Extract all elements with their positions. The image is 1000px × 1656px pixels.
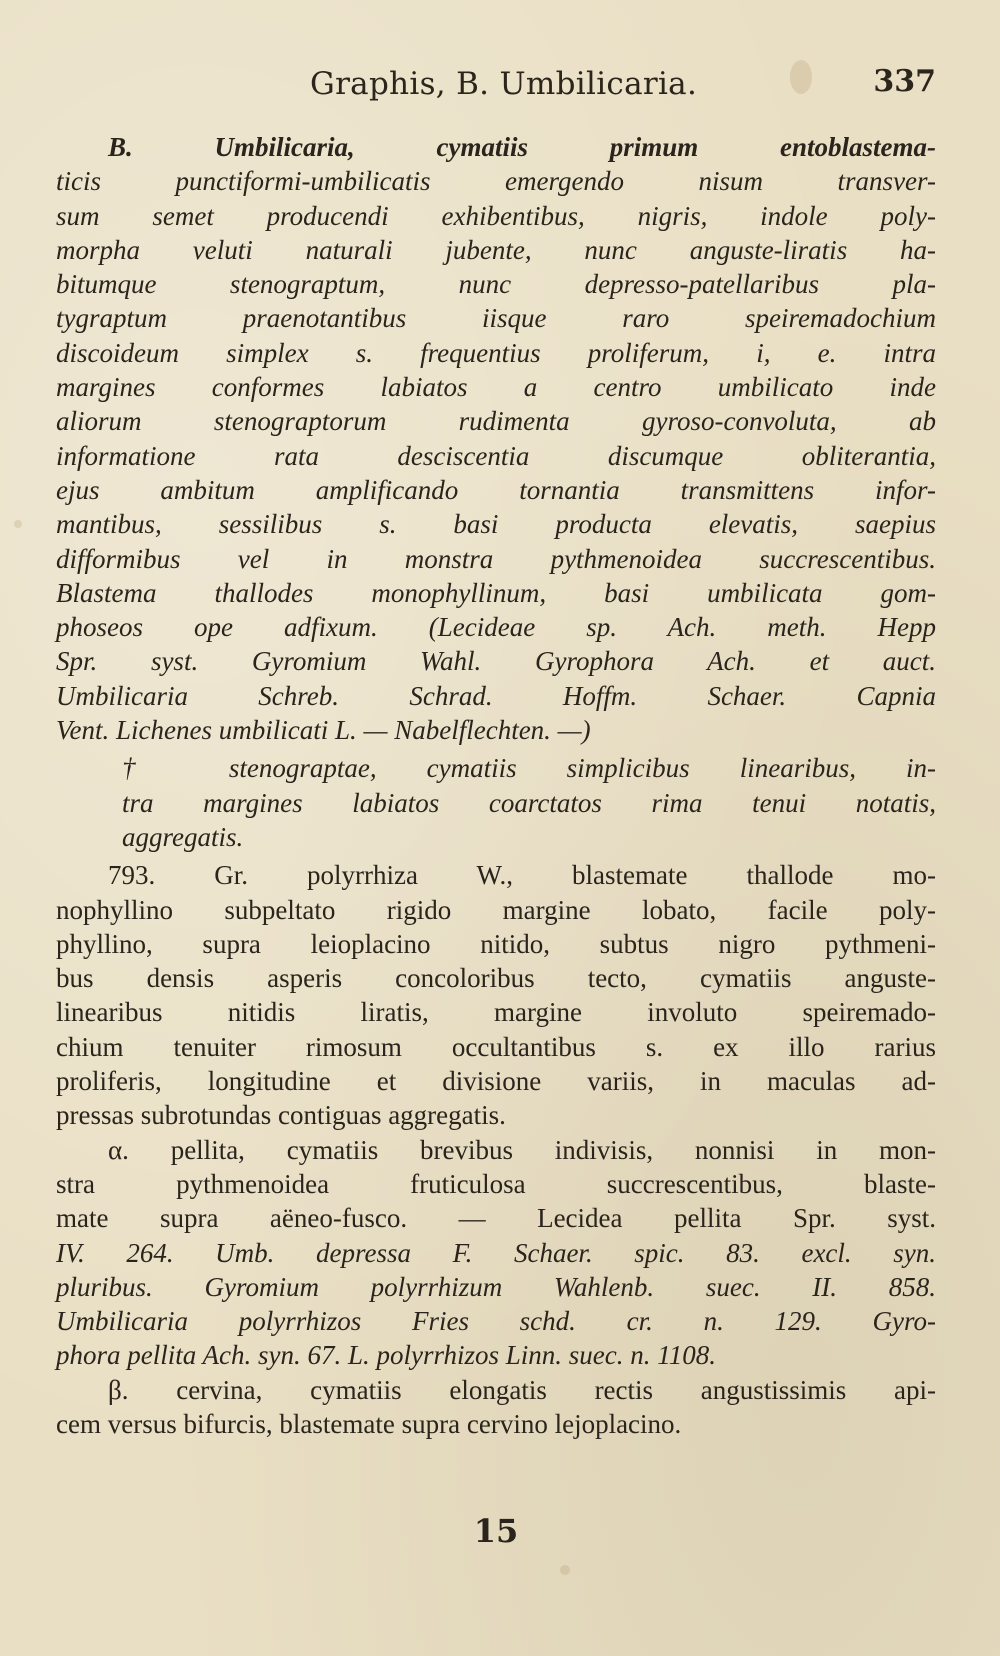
page-number: 337: [873, 64, 936, 99]
text-line: difformibus vel in monstra pythmenoidea succrescentibus.: [56, 543, 936, 574]
text-line: mate supra aëneo-fusco. — Lecidea pellita Spr. syst.: [56, 1203, 936, 1234]
text-line: tygraptum praenotantibus iisque raro speiremadochium: [56, 303, 936, 334]
text-line: Vent. Lichenes umbilicati L. — Nabelflechten. —): [56, 715, 591, 746]
text-line: informatione rata desciscentia discumque obliterantia,: [56, 440, 936, 471]
text-line: morpha veluti naturali jubente, nunc anguste-liratis ha-: [56, 234, 936, 265]
page-content: [56, 58, 936, 1638]
text-line: 793. Gr. polyrrhiza W., blastemate thallode mo-: [108, 860, 936, 891]
text-line: phyllino, supra leioplacino nitido, subtus nigro pythmeni-: [56, 928, 936, 959]
text-line: bus densis asperis concoloribus tecto, cymatiis anguste-: [56, 963, 936, 994]
text-line: margines conformes labiatos a centro umbilicato inde: [56, 372, 936, 403]
variety-beta: [56, 1373, 936, 1442]
variety-alpha: [56, 1133, 936, 1373]
text-line: β. cervina, cymatiis elongatis rectis angustissimis api-: [108, 1374, 936, 1405]
body-text: [56, 130, 936, 1441]
text-line: Umbilicaria polyrrhizos Fries schd. cr. n. 129. Gyro-: [56, 1306, 936, 1337]
text-line: cem versus bifurcis, blastemate supra cervino lejoplacino.: [56, 1408, 682, 1439]
text-line: Blastema thallodes monophyllinum, basi umbilicata gom-: [56, 577, 936, 608]
running-head: [56, 58, 936, 112]
text-line: B. Umbilicaria, cymatiis primum entoblastema-: [108, 132, 936, 162]
text-line: tra margines labiatos coarctatos rima tenui notatis,: [122, 787, 936, 818]
text-line: aliorum stenograptorum rudimenta gyroso-convoluta, ab: [56, 406, 936, 437]
text-line: † stenograptae, cymatiis simplicibus linearibus, in-: [122, 753, 936, 784]
signature-mark: 15: [473, 1512, 519, 1550]
text-line: stra pythmenoidea fruticulosa succrescentibus, blaste-: [56, 1168, 936, 1199]
text-line: phoseos ope adfixum. (Lecideae sp. Ach. meth. Hepp: [56, 612, 936, 643]
text-line: ticis punctiformi-umbilicatis emergendo nisum transver-: [56, 166, 936, 197]
text-line: pluribus. Gyromium polyrrhizum Wahlenb. suec. II. 858.: [56, 1271, 936, 1302]
text-line: proliferis, longitudine et divisione variis, in maculas ad-: [56, 1066, 936, 1097]
text-line: IV. 264. Umb. depressa F. Schaer. spic. 83. excl. syn.: [56, 1237, 936, 1268]
running-title: Graphis, B. Umbilicaria.: [310, 66, 698, 102]
text-line: mantibus, sessilibus s. basi producta elevatis, saepius: [56, 509, 936, 540]
section-stenograptae: [56, 751, 936, 854]
text-line: sum semet producendi exhibentibus, nigris, indole poly-: [56, 200, 936, 231]
text-line: Umbilicaria Schreb. Schrad. Hoffm. Schaer. Capnia: [56, 680, 936, 711]
text-line: α. pellita, cymatiis brevibus indivisis, nonnisi in mon-: [108, 1134, 936, 1165]
text-line: phora pellita Ach. syn. 67. L. polyrrhizos Linn. suec. n. 1108.: [56, 1340, 717, 1371]
text-line: bitumque stenograptum, nunc depresso-patellaribus pla-: [56, 269, 936, 300]
text-line: Spr. syst. Gyromium Wahl. Gyrophora Ach. et auct.: [56, 646, 936, 677]
species-entry-793: [56, 858, 936, 1132]
text-line: chium tenuiter rimosum occultantibus s. ex illo rarius: [56, 1031, 936, 1062]
text-line: aggregatis.: [122, 821, 244, 852]
genus-description: [56, 130, 936, 747]
text-line: ejus ambitum amplificando tornantia transmittens infor-: [56, 474, 936, 505]
paper-stain: [14, 520, 22, 528]
text-line: linearibus nitidis liratis, margine involuto speiremado-: [56, 997, 936, 1028]
text-line: nophyllino subpeltato rigido margine lobato, facile poly-: [56, 894, 936, 925]
text-line: pressas subrotundas contiguas aggregatis.: [56, 1100, 506, 1131]
text-line: discoideum simplex s. frequentius proliferum, i, e. intra: [56, 337, 936, 368]
